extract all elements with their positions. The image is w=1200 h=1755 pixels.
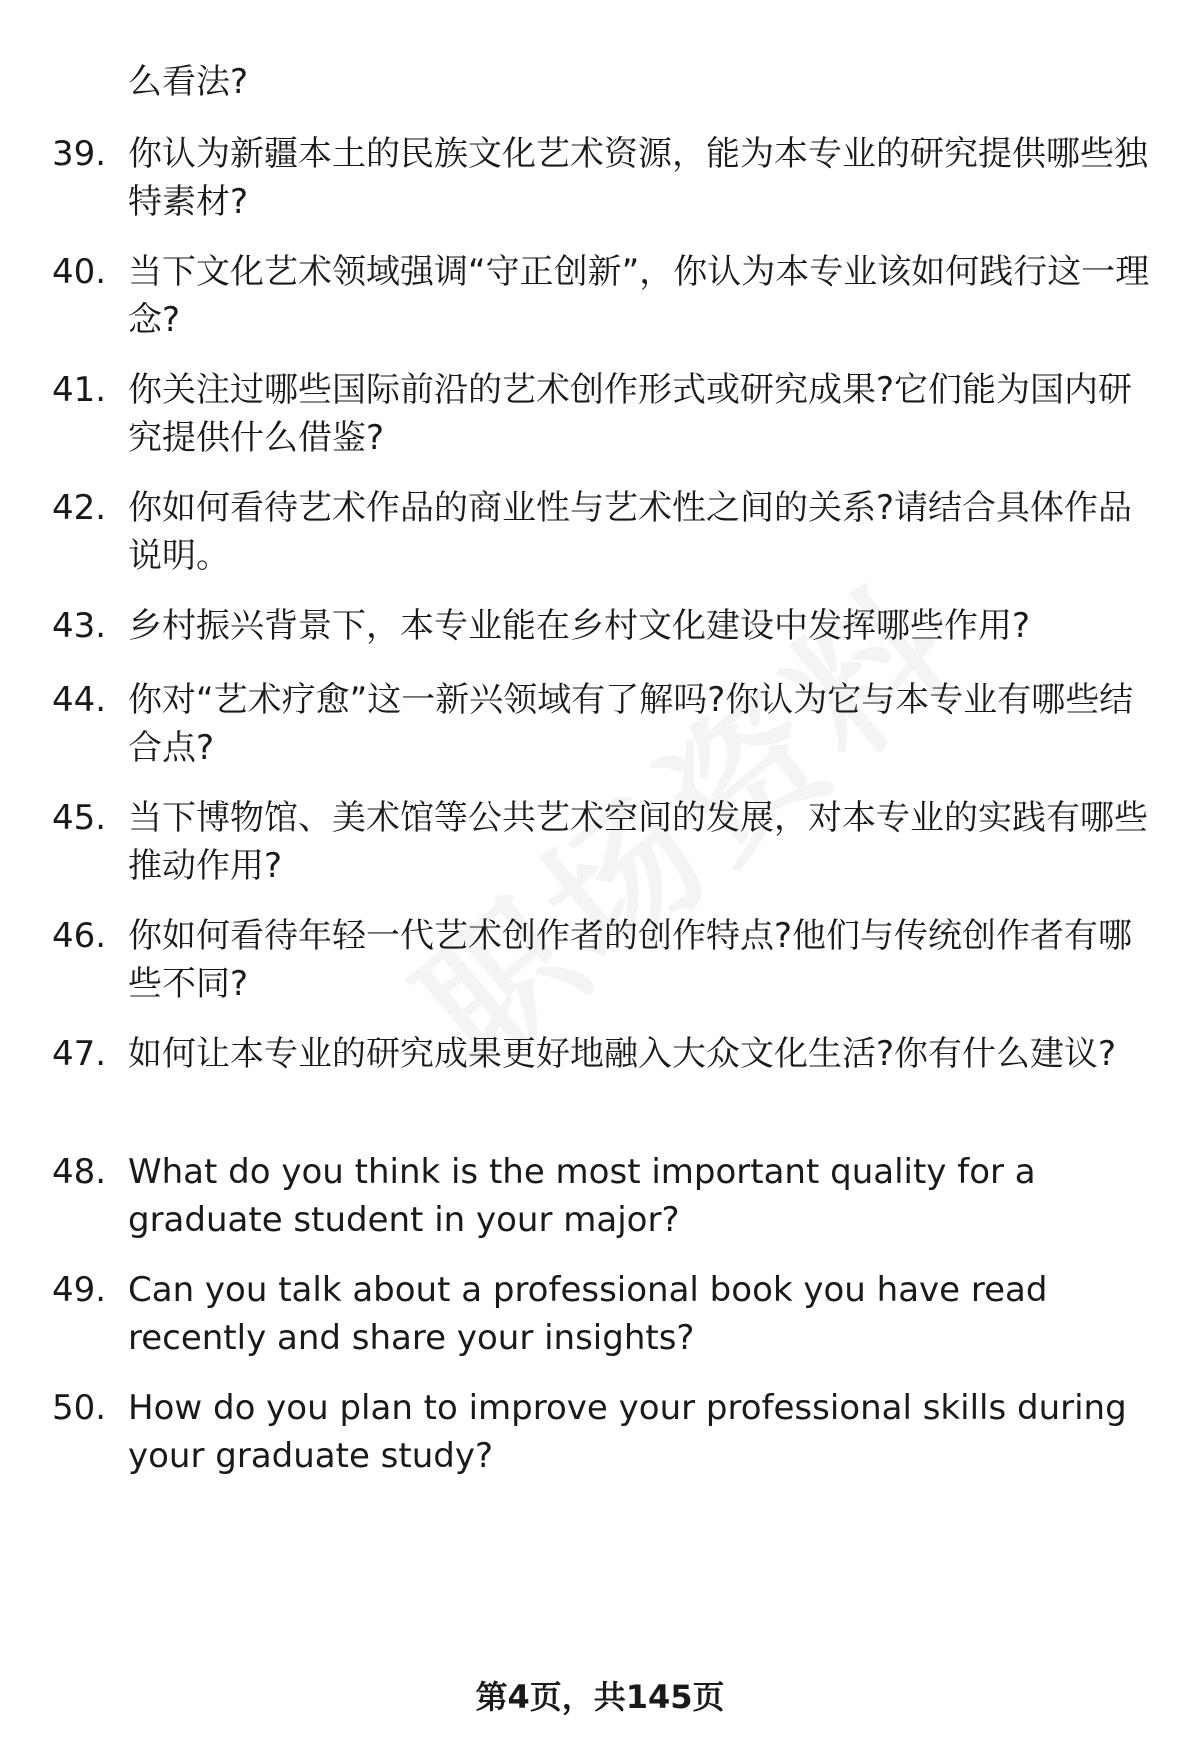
question-text: 如何让本专业的研究成果更好地融入大众文化生活?你有什么建议? — [128, 1034, 1117, 1074]
question-number: 39. — [52, 134, 107, 174]
question-number: 49. — [52, 1270, 107, 1310]
question-text: 你关注过哪些国际前沿的艺术创作形式或研究成果?它们能为国内研究提供什么借鉴? — [128, 370, 1133, 458]
question-number: 41. — [52, 370, 107, 410]
question-text: How do you plan to improve your professional skills during your graduate study? — [128, 1388, 1127, 1476]
question-number: 42. — [52, 488, 107, 528]
question-number: 48. — [52, 1152, 107, 1192]
question-text: 当下文化艺术领域强调“守正创新”，你认为本专业该如何践行这一理念? — [128, 252, 1150, 340]
question-number: 43. — [52, 606, 107, 646]
question-text: What do you think is the most important quality for a graduate student in your major? — [128, 1152, 1036, 1240]
question-number: 47. — [52, 1034, 107, 1074]
continuation-text: 么看法? — [128, 62, 249, 102]
question-number: 50. — [52, 1388, 107, 1428]
question-text: 你如何看待艺术作品的商业性与艺术性之间的关系?请结合具体作品说明。 — [128, 488, 1133, 576]
question-text: 乡村振兴背景下，本专业能在乡村文化建设中发挥哪些作用? — [128, 606, 1031, 646]
question-text: Can you talk about a professional book you have read recently and share your insights? — [128, 1270, 1048, 1358]
page-footer: 第4页，共145页 — [475, 1678, 725, 1716]
question-text: 当下博物馆、美术馆等公共艺术空间的发展，对本专业的实践有哪些推动作用? — [128, 798, 1148, 886]
question-number: 40. — [52, 252, 107, 292]
question-number: 46. — [52, 916, 107, 956]
question-text: 你如何看待年轻一代艺术创作者的创作特点?他们与传统创作者有哪些不同? — [128, 916, 1133, 1004]
question-text: 你对“艺术疗愈”这一新兴领域有了解吗?你认为它与本专业有哪些结合点? — [128, 680, 1134, 768]
question-number: 44. — [52, 680, 107, 720]
question-number: 45. — [52, 798, 107, 838]
question-text: 你认为新疆本土的民族文化艺术资源，能为本专业的研究提供哪些独特素材? — [128, 134, 1148, 222]
